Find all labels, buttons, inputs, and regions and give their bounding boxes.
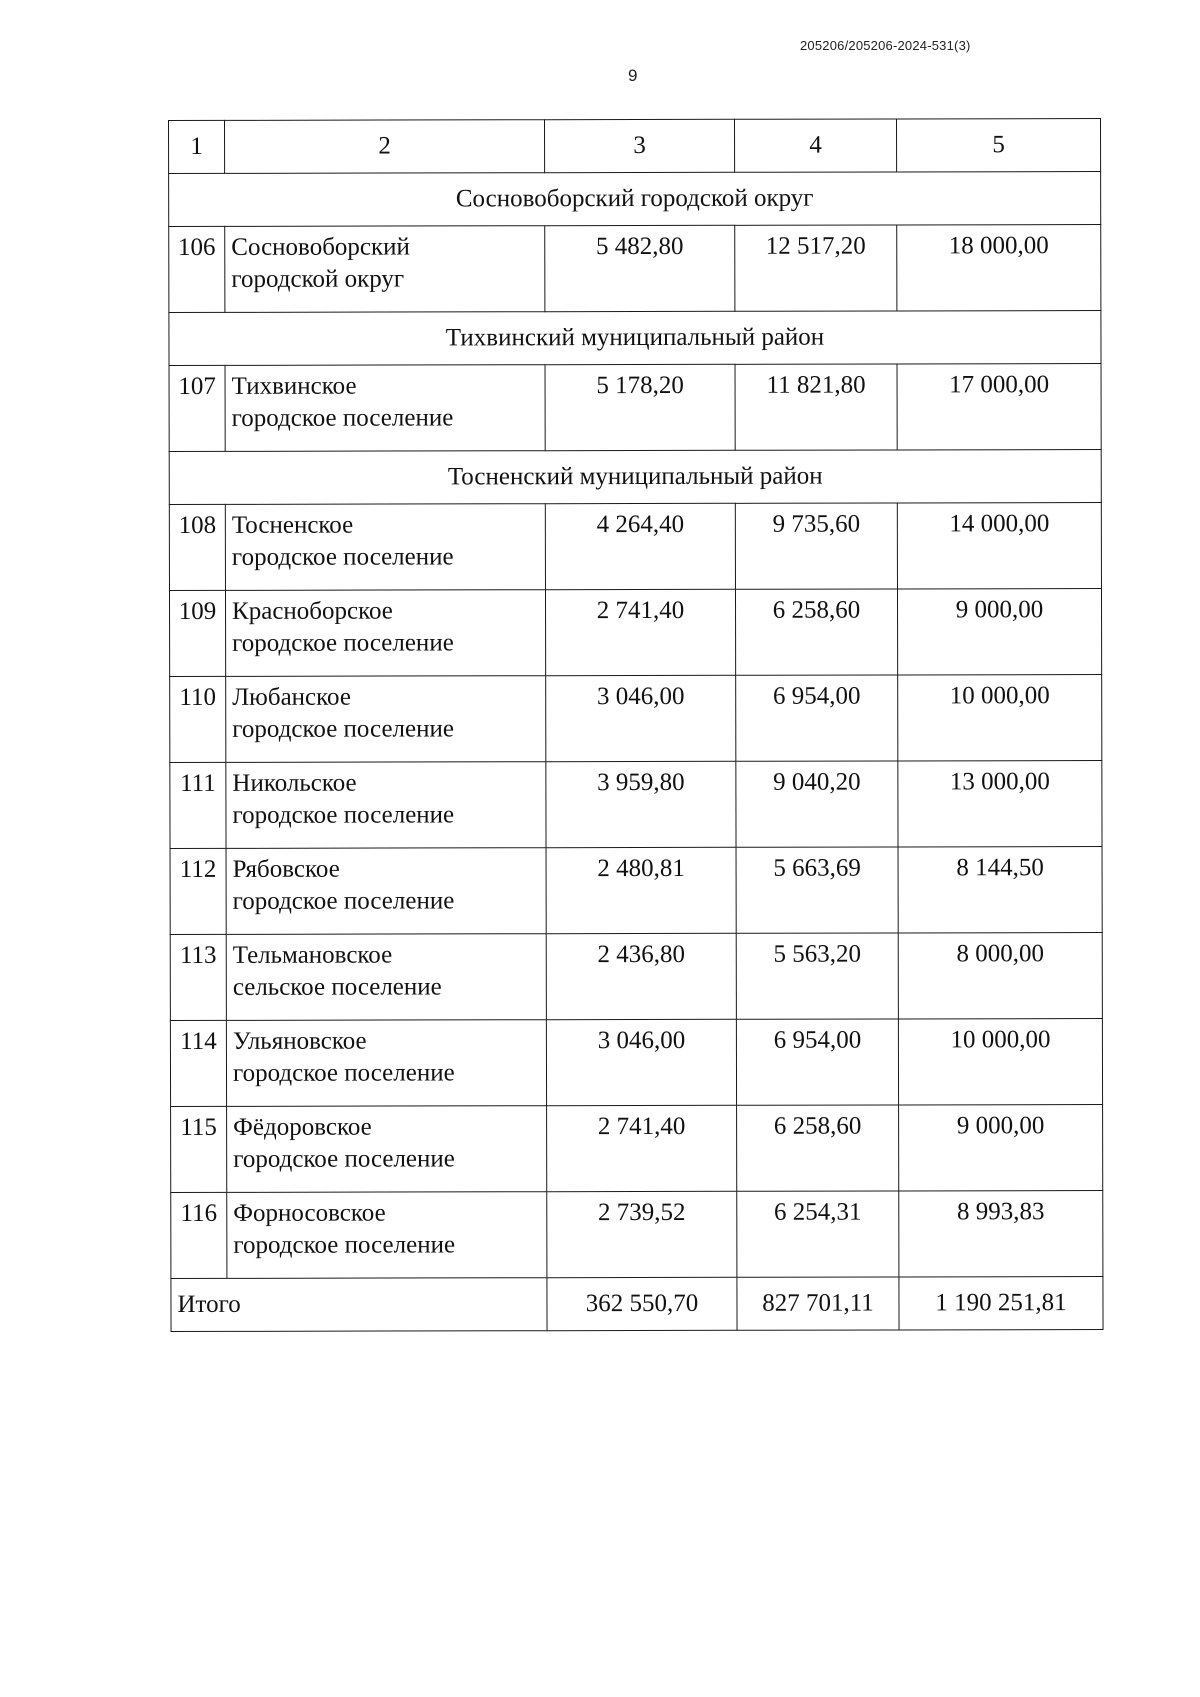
section-title: Сосновоборский городской округ [169, 172, 1101, 227]
value-col-5: 10 000,00 [898, 675, 1102, 761]
value-col-4: 9 040,20 [736, 761, 898, 847]
municipality-name-line: Сосновоборский [231, 233, 410, 261]
municipality-name-line: городское поселение [231, 543, 454, 571]
total-value-col-3: 362 550,70 [547, 1277, 737, 1330]
row-number: 108 [169, 504, 225, 590]
value-col-5: 8 993,83 [899, 1191, 1103, 1277]
table-row [169, 503, 1101, 591]
table-row [169, 364, 1101, 452]
table-row [169, 589, 1101, 677]
municipality-name-line: городское поселение [231, 404, 454, 432]
municipality-name [225, 226, 545, 313]
value-col-5: 10 000,00 [898, 1019, 1102, 1105]
municipality-name-line: городское поселение [232, 887, 455, 915]
column-header: 4 [734, 119, 896, 172]
row-number: 116 [171, 1192, 227, 1278]
value-col-4: 12 517,20 [735, 225, 897, 311]
municipality-name [226, 934, 546, 1021]
column-header: 1 [169, 120, 225, 173]
municipality-name [226, 848, 546, 935]
section-header-row [169, 311, 1101, 366]
municipality-name-line: Любанское [232, 683, 351, 711]
value-col-3: 2 739,52 [547, 1191, 737, 1277]
municipality-name-line: городское поселение [232, 801, 455, 829]
page-number: 9 [628, 66, 638, 85]
value-col-4: 6 258,60 [735, 589, 897, 675]
value-col-3: 5 178,20 [545, 364, 735, 450]
table-body [169, 119, 1104, 1332]
value-col-3: 5 482,80 [545, 225, 735, 311]
total-label: Итого [171, 1278, 547, 1332]
table-row [171, 1105, 1103, 1193]
section-title: Тихвинский муниципальный район [169, 311, 1101, 366]
value-col-4: 6 954,00 [736, 1019, 898, 1105]
value-col-5: 8 144,50 [898, 847, 1102, 933]
value-col-3: 2 741,40 [547, 1105, 737, 1191]
row-number: 112 [170, 848, 226, 934]
value-col-4: 5 663,69 [736, 847, 898, 933]
total-value-col-4: 827 701,11 [737, 1277, 899, 1330]
municipality-name-line: городское поселение [233, 1145, 455, 1173]
municipality-name [226, 1020, 546, 1107]
column-header-row [169, 119, 1101, 174]
value-col-3: 3 046,00 [546, 675, 736, 761]
municipality-name-line: городской округ [231, 265, 405, 293]
municipality-name [226, 762, 546, 849]
municipality-name-line: городское поселение [232, 1059, 455, 1087]
row-number: 109 [169, 590, 225, 676]
municipality-name [227, 1192, 547, 1279]
value-col-3: 2 480,81 [546, 847, 736, 933]
table-row [170, 847, 1102, 935]
table-row [170, 761, 1102, 849]
municipality-name [225, 504, 545, 591]
table-row [169, 225, 1101, 313]
municipality-name-line: Рябовское [232, 855, 340, 883]
table-row [170, 933, 1102, 1021]
row-number: 114 [170, 1020, 226, 1106]
total-row [171, 1277, 1103, 1332]
value-col-5: 14 000,00 [897, 503, 1101, 589]
municipality-name-line: Фёдоровское [233, 1113, 372, 1141]
value-col-5: 9 000,00 [897, 589, 1101, 675]
municipality-name-line: городское поселение [232, 715, 454, 743]
value-col-3: 2 741,40 [545, 589, 735, 675]
value-col-3: 3 959,80 [546, 761, 736, 847]
municipality-name-line: городское поселение [232, 629, 454, 657]
value-col-3: 3 046,00 [546, 1019, 736, 1105]
municipality-name-line: Форносовское [233, 1199, 386, 1227]
municipality-name-line: Тосненское [231, 511, 354, 539]
row-number: 115 [171, 1106, 227, 1192]
municipality-name-line: городское поселение [233, 1231, 456, 1259]
row-number: 113 [170, 934, 226, 1020]
table-row [171, 1191, 1103, 1279]
row-number: 106 [169, 226, 225, 312]
municipality-name [227, 1106, 547, 1193]
allocation-table [168, 118, 1104, 1332]
value-col-4: 6 258,60 [737, 1105, 899, 1191]
section-header-row [169, 172, 1101, 227]
document-id: 205206/205206-2024-531(3) [800, 38, 971, 53]
column-header: 5 [896, 119, 1100, 172]
row-number: 107 [169, 365, 225, 451]
municipality-name [225, 365, 545, 452]
municipality-name-line: Красноборское [232, 597, 393, 625]
section-title: Тосненский муниципальный район [169, 450, 1101, 505]
value-col-4: 6 954,00 [736, 675, 898, 761]
value-col-5: 8 000,00 [898, 933, 1102, 1019]
column-header: 3 [545, 119, 735, 172]
municipality-name-line: Никольское [232, 769, 357, 797]
municipality-name-line: Ульяновское [232, 1027, 367, 1055]
value-col-5: 9 000,00 [899, 1105, 1103, 1191]
value-col-4: 6 254,31 [737, 1191, 899, 1277]
total-value-col-5: 1 190 251,81 [899, 1277, 1103, 1330]
section-header-row [169, 450, 1101, 505]
value-col-5: 18 000,00 [897, 225, 1101, 311]
municipality-name-line: сельское поселение [232, 973, 442, 1001]
row-number: 111 [170, 762, 226, 848]
municipality-name [225, 590, 545, 677]
value-col-4: 9 735,60 [735, 503, 897, 589]
row-number: 110 [170, 676, 226, 762]
value-col-5: 13 000,00 [898, 761, 1102, 847]
value-col-4: 5 563,20 [736, 933, 898, 1019]
municipality-name-line: Тельмановское [232, 941, 393, 969]
value-col-3: 2 436,80 [546, 933, 736, 1019]
municipality-name-line: Тихвинское [231, 372, 357, 400]
value-col-4: 11 821,80 [735, 364, 897, 450]
value-col-5: 17 000,00 [897, 364, 1101, 450]
table-row [170, 1019, 1102, 1107]
table-row [170, 675, 1102, 763]
column-header: 2 [225, 120, 545, 174]
value-col-3: 4 264,40 [545, 503, 735, 589]
municipality-name [226, 676, 546, 763]
